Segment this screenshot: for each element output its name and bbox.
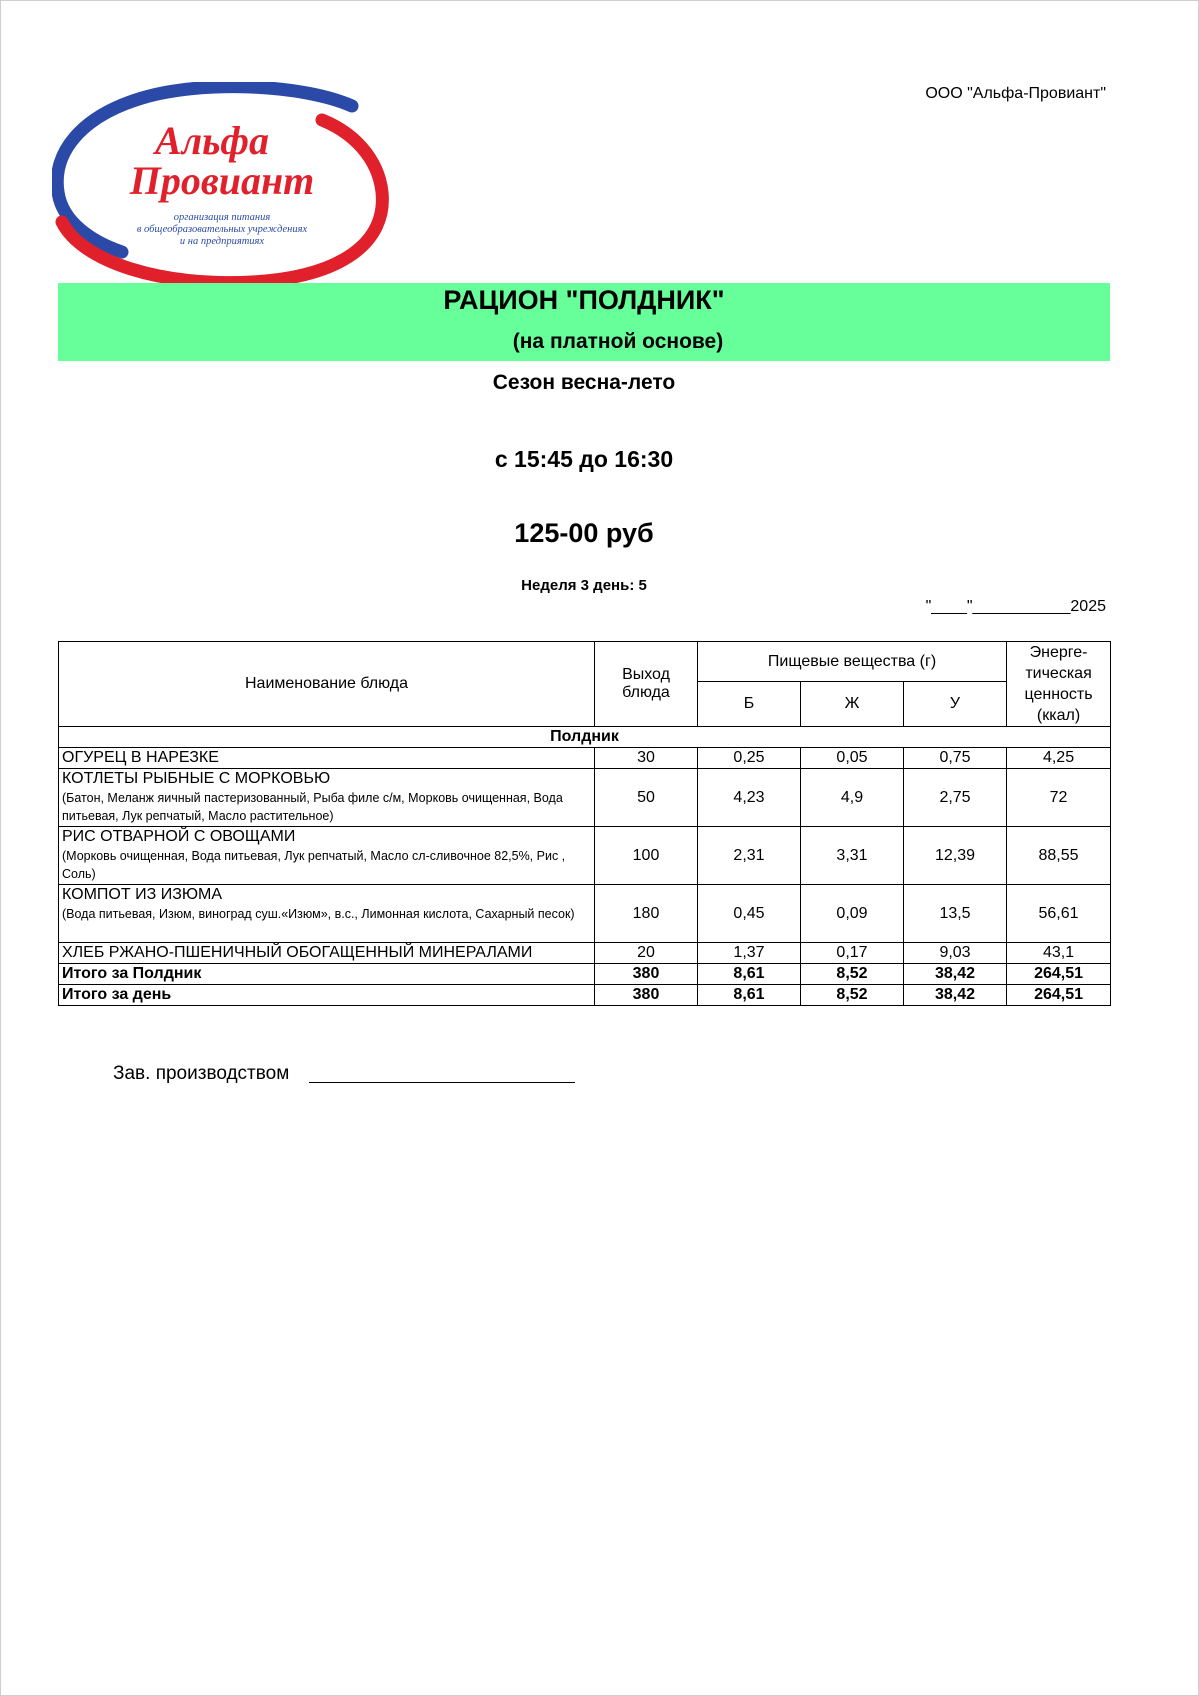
- kcal-cell: 72: [1007, 769, 1111, 827]
- header-energy-line4: (ккал): [1036, 707, 1081, 724]
- yield-cell: 20: [595, 943, 698, 964]
- table-row: [59, 827, 1111, 885]
- company-logo: [52, 82, 392, 290]
- carbs-cell: 0,75: [904, 748, 1007, 769]
- dish-name: ОГУРЕЦ В НАРЕЗКЕ: [62, 749, 219, 766]
- fats-cell: 0,09: [801, 885, 904, 943]
- menu-table: [58, 641, 1111, 1006]
- proteins-cell: 0,45: [698, 885, 801, 943]
- carbs-cell: 12,39: [904, 827, 1007, 885]
- kcal-cell: 4,25: [1007, 748, 1111, 769]
- table-row: [59, 885, 1111, 943]
- table-row: [59, 769, 1111, 827]
- header-dish-name: Наименование блюда: [59, 642, 595, 727]
- dish-name-cell: [59, 748, 595, 769]
- total-row-snack: [59, 964, 1111, 985]
- header-energy-line2: тическая: [1025, 665, 1092, 682]
- total-proteins: 8,61: [698, 964, 801, 985]
- total-label: Итого за день: [59, 985, 595, 1006]
- dish-ingredients: (Морковь очищенная, Вода питьевая, Лук репчатый, Масло сл-сливочное 82,5%, Рис , Соль): [62, 849, 566, 881]
- kcal-cell: 88,55: [1007, 827, 1111, 885]
- total-row-day: [59, 985, 1111, 1006]
- header-energy: [1007, 642, 1111, 727]
- dish-ingredients: (Вода питьевая, Изюм, виноград суш.«Изюм», в.с., Лимонная кислота, Сахарный песок): [62, 907, 575, 921]
- logo-tagline-3: и на предприятиях: [179, 236, 265, 247]
- total-label: Итого за Полдник: [59, 964, 595, 985]
- proteins-cell: 4,23: [698, 769, 801, 827]
- kcal-cell: 56,61: [1007, 885, 1111, 943]
- logo-tagline-2: в общеобразовательных учреждениях: [136, 224, 308, 235]
- dish-name-cell: [59, 769, 595, 827]
- dish-name-cell: [59, 943, 595, 964]
- dish-name: ХЛЕБ РЖАНО-ПШЕНИЧНЫЙ ОБОГАЩЕННЫЙ МИНЕРАЛАМИ: [62, 944, 533, 961]
- dish-name: РИС ОТВАРНОЙ С ОВОЩАМИ: [62, 828, 296, 845]
- table-row: [59, 943, 1111, 964]
- proteins-cell: 1,37: [698, 943, 801, 964]
- fats-cell: 3,31: [801, 827, 904, 885]
- header-energy-line3: ценность: [1024, 686, 1093, 703]
- yield-cell: 100: [595, 827, 698, 885]
- header-fats: Ж: [801, 682, 904, 727]
- header-energy-line1: Энерге-: [1029, 644, 1088, 661]
- total-fats: 8,52: [801, 964, 904, 985]
- header-nutrients: Пищевые вещества (г): [698, 642, 1007, 682]
- dish-name: КОМПОТ ИЗ ИЗЮМА: [62, 886, 223, 903]
- carbs-cell: 9,03: [904, 943, 1007, 964]
- header-yield-line2: блюда: [622, 684, 670, 701]
- logo-tagline-1: организация питания: [173, 212, 271, 223]
- week-day-label: Неделя 3 день: 5: [521, 577, 647, 594]
- signature-line: [309, 1082, 575, 1083]
- carbs-cell: 13,5: [904, 885, 1007, 943]
- header-proteins: Б: [698, 682, 801, 727]
- carbs-cell: 2,75: [904, 769, 1007, 827]
- logo-line1: Альфа: [154, 118, 270, 163]
- header-yield: [595, 642, 698, 727]
- price-label: 125-00 руб: [514, 518, 654, 548]
- signature-label: Зав. производством: [113, 1063, 290, 1084]
- kcal-cell: 43,1: [1007, 943, 1111, 964]
- table-row: [59, 748, 1111, 769]
- page-title: РАЦИОН "ПОЛДНИК": [443, 285, 725, 315]
- total-kcal: 264,51: [1007, 985, 1111, 1006]
- header-yield-line1: Выход: [622, 666, 670, 683]
- fats-cell: 0,05: [801, 748, 904, 769]
- total-yield: 380: [595, 964, 698, 985]
- yield-cell: 180: [595, 885, 698, 943]
- total-kcal: 264,51: [1007, 964, 1111, 985]
- proteins-cell: 0,25: [698, 748, 801, 769]
- dish-name: КОТЛЕТЫ РЫБНЫЕ С МОРКОВЬЮ: [62, 770, 331, 787]
- season-label: Сезон весна-лето: [492, 371, 676, 394]
- logo-line2: Провиант: [129, 158, 315, 203]
- dish-name-cell: [59, 827, 595, 885]
- fats-cell: 0,17: [801, 943, 904, 964]
- header-carbs: У: [904, 682, 1007, 727]
- fats-cell: 4,9: [801, 769, 904, 827]
- dish-name-cell: [59, 885, 595, 943]
- yield-cell: 30: [595, 748, 698, 769]
- total-carbs: 38,42: [904, 985, 1007, 1006]
- dish-ingredients: (Батон, Меланж яичный пастеризованный, Рыба филе с/м, Морковь очищенная, Вода питьевая, Лук репчатый, Масло растительное): [62, 791, 563, 823]
- proteins-cell: 2,31: [698, 827, 801, 885]
- page-subtitle: (на платной основе): [512, 330, 724, 353]
- yield-cell: 50: [595, 769, 698, 827]
- section-title: Полдник: [59, 727, 1111, 748]
- time-label: с 15:45 до 16:30: [494, 446, 674, 472]
- total-carbs: 38,42: [904, 964, 1007, 985]
- total-yield: 380: [595, 985, 698, 1006]
- date-field: "____"___________2025: [925, 598, 1106, 615]
- total-proteins: 8,61: [698, 985, 801, 1006]
- company-name: ООО "Альфа-Провиант": [925, 85, 1106, 102]
- total-fats: 8,52: [801, 985, 904, 1006]
